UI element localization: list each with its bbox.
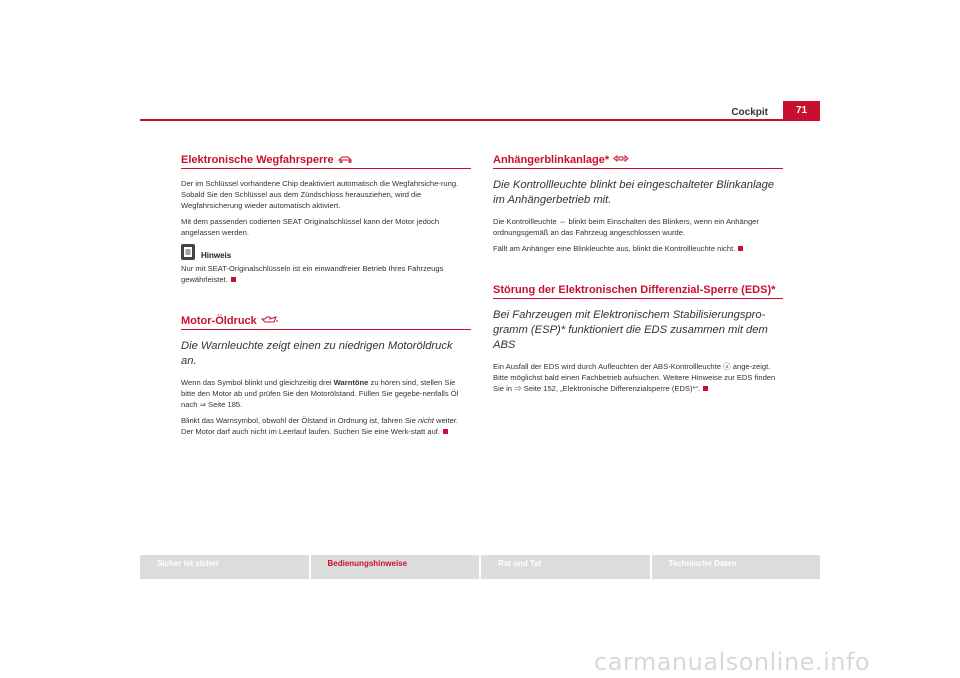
- note-icon: [181, 244, 195, 260]
- tab-sicher-ist-sicher[interactable]: Sicher ist sicher: [140, 555, 309, 579]
- end-marker: [738, 246, 743, 251]
- paragraph: Wenn das Symbol blinkt und gleichzeitig drei Warntöne zu hören sind, stellen Sie bitte den Motor ab und prüfen Sie den Motorölstand. Füllen Sie gegebe-nenfalls Öl nach ⇒ Seite 185.: [181, 378, 459, 409]
- section-title-anhaenger: Anhängerblinkanlage*: [493, 150, 783, 169]
- bottom-navigation: [140, 555, 820, 579]
- page-title: Cockpit: [731, 107, 768, 118]
- page-number: 71: [783, 101, 820, 119]
- left-column: [181, 150, 471, 442]
- lead-text: Bei Fahrzeugen mit Elektronischem Stabilisierungspro-gramm (ESP)* funktioniert die EDS zusammen mit dem ABS: [493, 309, 768, 351]
- tab-technische-daten[interactable]: Technische Daten: [652, 555, 821, 579]
- section-title-oeldruck: Motor-Öldruck: [181, 311, 471, 330]
- section-title-eds: Störung der Elektronischen Differenzial-Sperre (EDS)*: [493, 280, 783, 299]
- lead-text: Die Warnleuchte zeigt einen zu niedrigen Motoröldruck an.: [181, 340, 453, 367]
- note-header: [181, 244, 471, 260]
- note-title: Hinweis: [201, 251, 232, 260]
- lead-text: Die Kontrollleuchte blinkt bei eingeschalteter Blinkanlage im Anhängerbetrieb mit.: [493, 179, 775, 206]
- car-key-icon: [338, 154, 354, 166]
- tab-bedienungshinweise[interactable]: Bedienungshinweise: [311, 555, 480, 579]
- oil-can-icon: [261, 315, 279, 327]
- paragraph: Blinkt das Warnsymbol, obwohl der Ölstand in Ordnung ist, fahren Sie nicht weiter. Der Motor darf auch nicht im Leerlauf laufen. Suchen Sie eine Werk-statt auf.: [181, 416, 459, 436]
- section-title-wegfahrsperre: Elektronische Wegfahrsperre: [181, 150, 471, 169]
- tab-rat-und-tat[interactable]: Rat und Tat: [481, 555, 650, 579]
- end-marker: [231, 277, 236, 282]
- paragraph: Ein Ausfall der EDS wird durch Aufleuchten der ABS-Kontrollleuchte ⓐ ange-zeigt. Bitte möglichst bald einen Fachbetrieb aufsuchen. Weitere Hinweise zur EDS finden Sie in ⇒ Seite 152, „Elektronische Differenzialsperre (EDS)*“.: [493, 362, 776, 393]
- end-marker: [703, 386, 708, 391]
- note-text: Nur mit SEAT-Originalschlüsseln ist ein einwandfreier Betrieb Ihres Fahrzeugs gewährleistet.: [181, 264, 444, 284]
- paragraph: Der im Schlüssel vorhandene Chip deaktiviert automatisch die Wegfahrsiche-rung. Sobald Sie den Schlüssel aus dem Zündschloss herausziehen, wird die Wegfahrsicherung wieder automatisch aktiviert.: [181, 179, 459, 210]
- paragraph: Die Kontrollleuchte ⇔ blinkt beim Einschalten des Blinkers, wenn ein Anhänger ordnungsgemäß an das Fahrzeug angeschlossen wurde.: [493, 217, 759, 237]
- watermark: carmanualsonline.info: [594, 648, 871, 676]
- paragraph: Mit dem passenden codierten SEAT Originalschlüssel kann der Motor jedoch angelassen werden.: [181, 217, 440, 237]
- right-column: [493, 150, 783, 399]
- trailer-indicator-icon: [613, 154, 629, 166]
- end-marker: [443, 429, 448, 434]
- paragraph: Fällt am Anhänger eine Blinkleuchte aus, blinkt die Kontrollleuchte nicht.: [493, 243, 783, 254]
- header-rule: [140, 119, 820, 121]
